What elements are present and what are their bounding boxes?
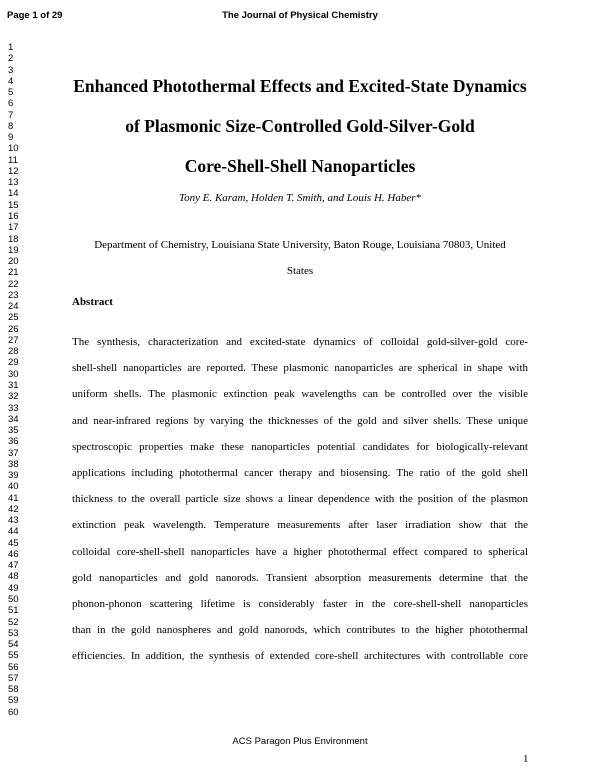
line-number: 17 [8, 222, 19, 234]
line-number: 5 [8, 87, 14, 99]
line-number: 31 [8, 379, 19, 391]
line-number: 25 [8, 312, 19, 324]
abstract-line: than in the gold nanospheres and gold nanorods, which contributes to the higher photothermal [72, 624, 528, 637]
line-number: 2 [8, 53, 14, 65]
abstract-line: and near-infrared regions by varying the thicknesses of the gold and silver shells. These unique [72, 414, 528, 427]
line-number: 18 [8, 233, 19, 245]
line-number: 21 [8, 267, 19, 279]
line-number: 57 [8, 672, 19, 684]
line-number: 27 [8, 334, 19, 346]
journal-name: The Journal of Physical Chemistry [222, 10, 378, 21]
affiliation-line: States [286, 265, 314, 277]
line-number: 41 [8, 492, 19, 504]
line-number: 29 [8, 357, 19, 369]
line-number: 60 [8, 706, 19, 718]
line-number: 55 [8, 650, 19, 662]
line-number: 1 [8, 42, 14, 53]
line-number: 53 [8, 627, 19, 639]
abstract-line: extinction peak wavelength. Temperature measurements after laser irradiation show that the [72, 519, 528, 532]
line-number: 47 [8, 560, 19, 572]
line-number: 26 [8, 323, 19, 335]
abstract-line: colloidal core-shell-shell nanoparticles have a higher photothermal effect compared to spherical [72, 545, 528, 558]
abstract-line: efficiencies. In addition, the synthesis of extended core-shell architectures with controllable core [72, 650, 528, 663]
paper-title [40, 66, 560, 186]
page-label: Page 1 of 29 [7, 10, 63, 21]
author-list: Tony E. Karam, Holden T. Smith, and Louis H. Haber* [178, 192, 422, 204]
line-number: 12 [8, 165, 19, 177]
line-number: 39 [8, 470, 19, 482]
line-number: 4 [8, 75, 14, 87]
line-number: 35 [8, 425, 19, 437]
page-number: 1 [523, 753, 529, 765]
line-number: 14 [8, 188, 19, 200]
line-number: 58 [8, 684, 19, 696]
line-number: 45 [8, 537, 19, 549]
line-number: 20 [8, 256, 19, 268]
line-number: 10 [8, 143, 19, 155]
line-number: 56 [8, 661, 19, 673]
line-number: 9 [8, 132, 14, 144]
affiliation-line: Department of Chemistry, Louisiana State University, Baton Rouge, Louisiana 70803, United [94, 239, 506, 251]
line-number: 30 [8, 368, 19, 380]
line-number: 16 [8, 210, 19, 222]
line-number: 37 [8, 447, 19, 459]
abstract-line: uniform shells. The plasmonic extinction peak wavelengths can be controlled over the visible [72, 388, 528, 401]
line-number: 42 [8, 503, 19, 515]
abstract-line: spectroscopic properties make these nanoparticles potential candidates for biologically-relevant [72, 440, 528, 453]
affiliation [72, 232, 528, 284]
line-number: 43 [8, 515, 19, 527]
line-number: 19 [8, 244, 19, 256]
line-number: 6 [8, 98, 14, 110]
line-number: 22 [8, 278, 19, 290]
title-line: Core-Shell-Shell Nanoparticles [184, 156, 416, 176]
footer-text: ACS Paragon Plus Environment [232, 736, 368, 747]
abstract-body [72, 329, 528, 670]
title-line: of Plasmonic Size-Controlled Gold-Silver-Gold [125, 116, 475, 136]
line-number: 46 [8, 548, 19, 560]
line-number: 11 [8, 154, 18, 166]
line-number: 8 [8, 120, 14, 132]
line-number: 33 [8, 402, 19, 414]
abstract-line: thickness to the overall particle size shows a linear dependence with the position of the plasmon [72, 493, 528, 506]
title-line: Enhanced Photothermal Effects and Excited-State Dynamics [73, 76, 527, 96]
line-number: 38 [8, 458, 19, 470]
line-number: 44 [8, 526, 19, 538]
line-number: 51 [8, 605, 19, 617]
line-number: 50 [8, 594, 19, 606]
line-number: 36 [8, 436, 19, 448]
line-number: 13 [8, 177, 19, 189]
abstract-line: phonon-phonon scattering lifetime is considerably faster in the core-shell-shell nanoparticles [72, 598, 528, 611]
line-number: 59 [8, 695, 19, 707]
abstract-line: shell-shell nanoparticles are reported. These plasmonic nanoparticles are spherical in shape with [72, 362, 528, 375]
line-number-gutter [8, 42, 19, 718]
line-number: 52 [8, 616, 19, 628]
line-number: 48 [8, 571, 19, 583]
line-number: 54 [8, 639, 19, 651]
line-number: 28 [8, 346, 19, 358]
abstract-line: The synthesis, characterization and excited-state dynamics of colloidal gold-silver-gold core- [72, 336, 528, 348]
line-number: 23 [8, 289, 19, 301]
line-number: 24 [8, 301, 19, 313]
abstract-line: gold nanoparticles and gold nanorods. Transient absorption measurements determine that the [72, 571, 528, 584]
line-number: 3 [8, 64, 14, 76]
abstract-line: applications including photothermal cancer therapy and biosensing. The ratio of the gold shell [72, 467, 528, 480]
abstract-heading: Abstract [72, 296, 113, 308]
line-number: 15 [8, 199, 19, 211]
line-number: 49 [8, 582, 19, 594]
line-number: 32 [8, 391, 19, 403]
line-number: 40 [8, 481, 19, 493]
line-number: 34 [8, 413, 19, 425]
line-number: 7 [8, 109, 14, 121]
